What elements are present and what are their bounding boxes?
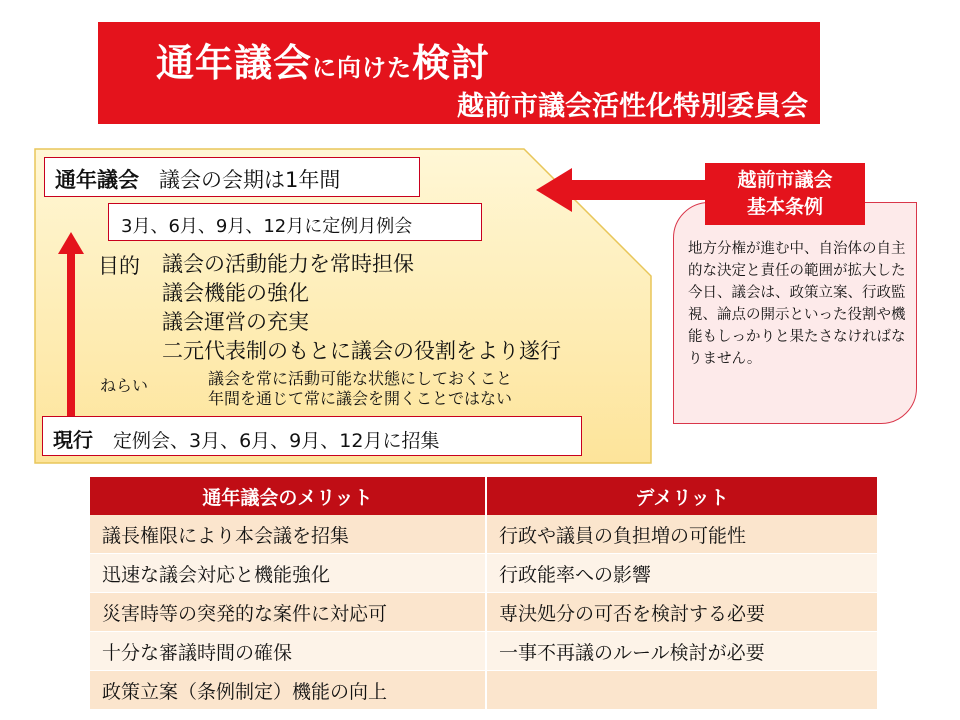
teirei-box: 3月、6月、9月、12月に定例月例会 [108,203,482,241]
table-row [90,632,877,671]
table-row [90,593,877,632]
ordinance-label-line: 越前市議会 [737,169,833,191]
table-header-row [90,477,877,515]
merit-cell: 議長権限により本会議を招集 [90,515,486,554]
tsunen-label: 通年議会 [55,168,139,192]
genko-text: 定例会、3月、6月、9月、12月に招集 [113,430,440,452]
left-arrow-icon [536,168,708,212]
title-banner [98,22,820,124]
nerai-line: 年間を通じて常に議会を開くことではない [208,389,513,408]
demerit-cell [486,671,877,710]
ordinance-text: 地方分権が進む中、自治体の自主的な決定と責任の範囲が拡大した今日、議会は、政策立案、行政監視、論点の開示といった役割や機能もしっかりと果たさなければなりません。 [688,241,906,367]
demerit-cell: 一事不再議のルール検討が必要 [486,632,877,671]
goal-list [162,250,561,366]
tsunen-text: 議会の会期は1年間 [159,168,341,192]
mokuteki-label: 目的 [98,254,140,278]
demerit-cell: 行政や議員の負担増の可能性 [486,515,877,554]
merit-cell: 十分な審議時間の確保 [90,632,486,671]
nerai-label: ねらい [100,376,149,395]
merit-cell: 政策立案（条例制定）機能の向上 [90,671,486,710]
table-row [90,671,877,710]
ordinance-label-line: 基本条例 [746,196,823,218]
page-subtitle: 越前市議会活性化特別委員会 [457,91,808,122]
nerai-text [208,369,512,409]
genko-label: 現行 [53,428,93,452]
goal-item: 議会の活動能力を常時担保 [162,252,414,276]
genko-box [42,416,582,456]
merit-header: 通年議会のメリット [90,477,486,515]
table-row [90,554,877,593]
page-title: 通年議会に向けた検討 [156,41,491,85]
merit-cell: 迅速な議会対応と機能強化 [90,554,486,593]
table-row [90,515,877,554]
goal-item: 議会機能の強化 [162,281,309,305]
merit-demerit-table [90,477,877,710]
demerit-header: デメリット [486,477,877,515]
tsunen-box [44,157,420,197]
ordinance-label [705,163,865,225]
up-arrow-icon [56,232,86,422]
demerit-cell: 行政能率への影響 [486,554,877,593]
goal-item: 二元代表制のもとに議会の役割をより遂行 [162,339,561,363]
goal-item: 議会運営の充実 [162,310,309,334]
nerai-line: 議会を常に活動可能な状態にしておくこと [208,369,513,388]
demerit-cell: 専決処分の可否を検討する必要 [486,593,877,632]
merit-cell: 災害時等の突発的な案件に対応可 [90,593,486,632]
